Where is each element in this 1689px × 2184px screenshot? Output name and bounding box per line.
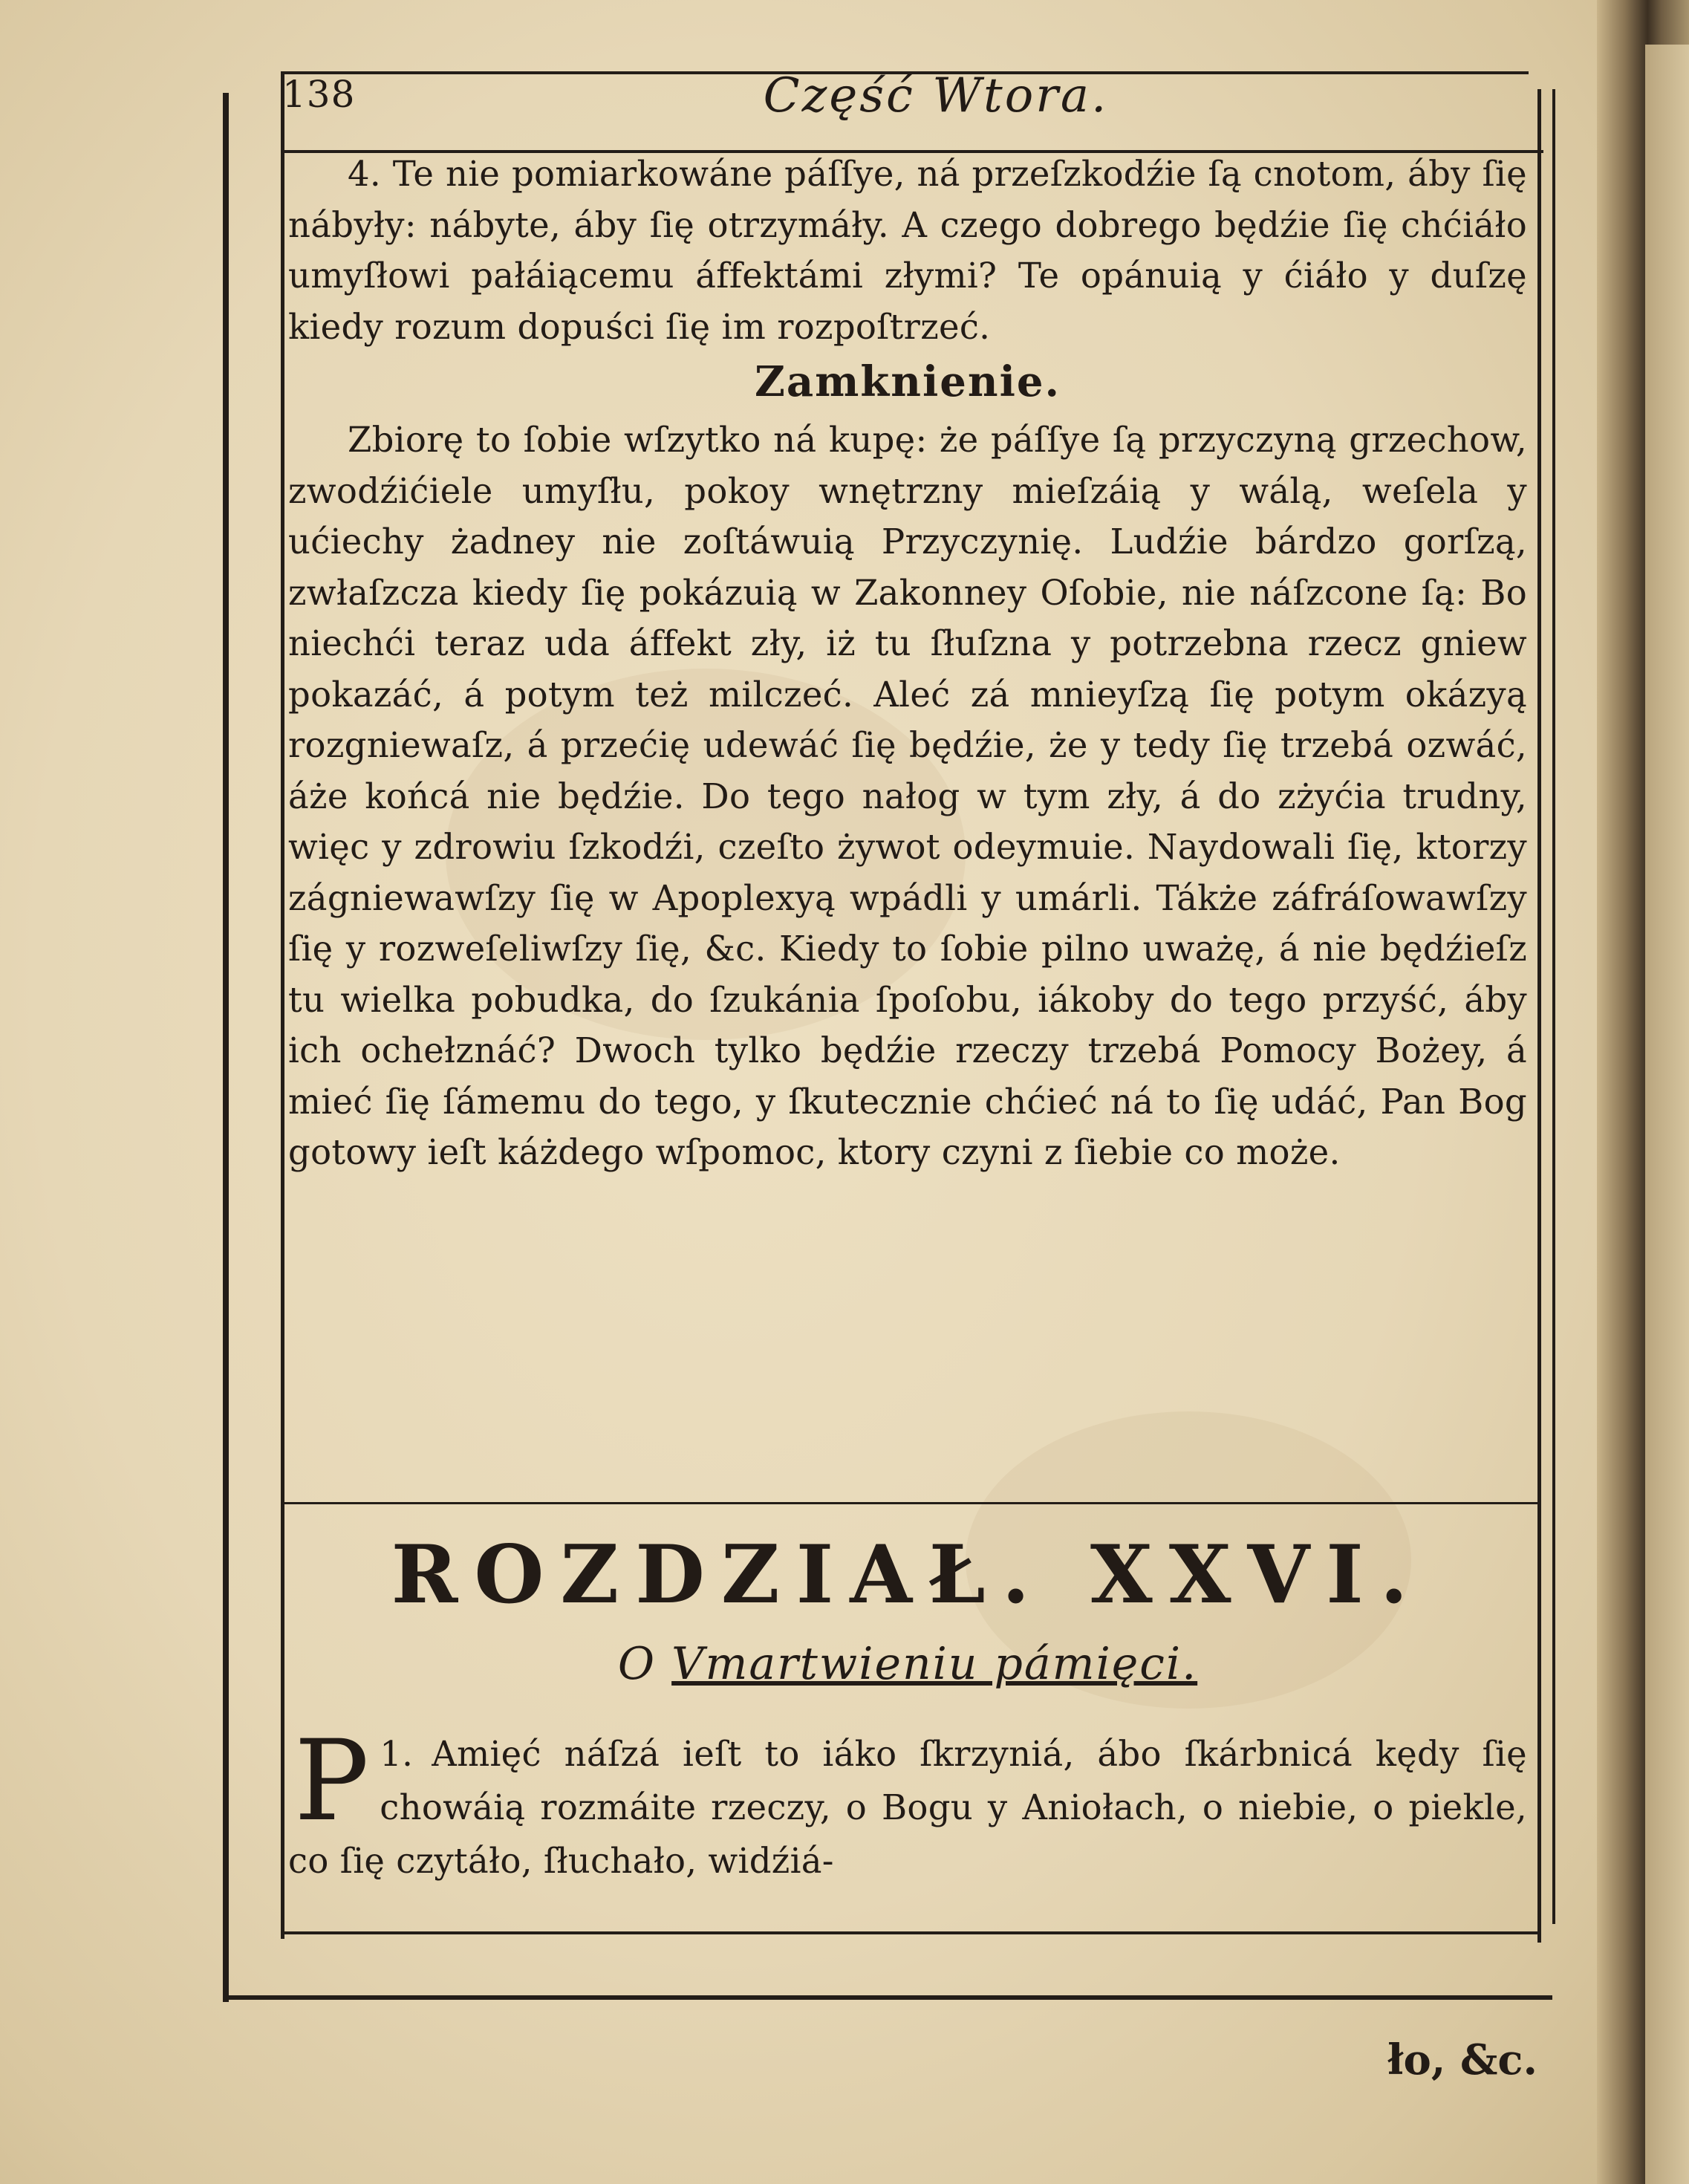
chapter-paragraph-text: Amięć náſzá ieſt to iáko ſkrzyniá, ábo ſkárbnicá kędy ſię chowáią rozmáite rzeczy, o Bogu y Aniołach, o niebie, o piekle, co ſię czytáło, ſłuchało, widźiá-: [288, 1734, 1527, 1881]
chapter-subtitle-main: Vmartwieniu pámięci.: [671, 1638, 1198, 1690]
paragraph-4: 4. Te nie pomiarkowáne páſſye, ná przeſzkodźie ſą cnotom, áby ſię nábyły: nábyte, áby ſię otrzymáły. A czego dobrego będźie ſię chćiáło umyſłowi pałáiącemu áffektámi złymi? Te opánuią y ćiáło y duſzę kiedy rozum dopuści ſię im rozpoſtrzeć.: [288, 154, 1527, 347]
section-heading: Zamknienie.: [755, 357, 1061, 406]
body-text: [288, 149, 1527, 1178]
paragraph-conclusion: Zbiorę to ſobie wſzytko ná kupę: że páſſye ſą przyczyną grzechow, zwodźićiele umyſłu, pokoy wnętrzny mieſzáią y wálą, weſela y ućiechy żadney nie zoſtáwuią Przyczynię. Ludźie bárdzo gorſzą, zwłaſzcza kiedy ſię pokázuią w Zakonney Oſobie, nie náſzcone ſą: Bo niechći teraz uda áffekt zły, iż tu ſłuſzna y potrzebna rzecz gniew pokazáć, á potym też milczeć. Aleć zá mnieyſzą ſię potym okázyą rozgniewaſz, á przećię udewáć ſię będźie, że y tedy ſię trzebá ozwáć, áże końcá nie będźie. Do tego nałog w tym zły, á do zżyćia trudny, więc y zdrowiu ſzkodźi, czeſto żywot odeymuie. Naydowali ſię, ktorzy zágniewawſzy ſię w Apoplexyą wpádli y umárli. Tákże záfráſowawſzy ſię y rozweſeliwſzy ſię, &c. Kiedy to ſobie pilno uważę, á nie będźieſz tu wielka pobudka, do ſzukánia ſpoſobu, iákoby do tego przyść, áby ich ochełznáć? Dwoch tylko będźie rzeczy trzebá Pomocy Bożey, á mieć ſię ſámemu do tego, y ſkutecznie chćieć ná to ſię udáć, Pan Bog gotowy ieſt káżdego wſpomoc, ktory czyni z ſiebie co może.: [288, 420, 1527, 1172]
paragraph-number: 1.: [380, 1734, 414, 1774]
page-number: 138: [282, 73, 356, 116]
inner-right-rule: [1537, 89, 1541, 1943]
running-title: Część Wtora.: [763, 68, 1109, 123]
outer-right-rule: [1552, 89, 1555, 1924]
catchword: ło, &c.: [1387, 2035, 1537, 2084]
chapter-body: [288, 1717, 1527, 1888]
running-head: [282, 68, 1589, 135]
chapter-paragraph-1: [288, 1717, 1527, 1888]
chapter-title: ROZDZIAŁ. XXVI.: [391, 1528, 1425, 1622]
inner-left-rule: [281, 74, 284, 1939]
chapter-subtitle: [288, 1634, 1527, 1694]
bottom-rule-outer: [223, 1995, 1552, 2000]
drop-cap: P: [294, 1717, 370, 1846]
opposite-page-edge: [1645, 45, 1689, 2184]
outer-left-rule: [223, 93, 229, 2002]
chapter-separator-rule: [282, 1502, 1537, 1504]
bottom-rule-inner: [282, 1931, 1539, 1934]
chapter-subtitle-lead: O: [617, 1638, 672, 1690]
